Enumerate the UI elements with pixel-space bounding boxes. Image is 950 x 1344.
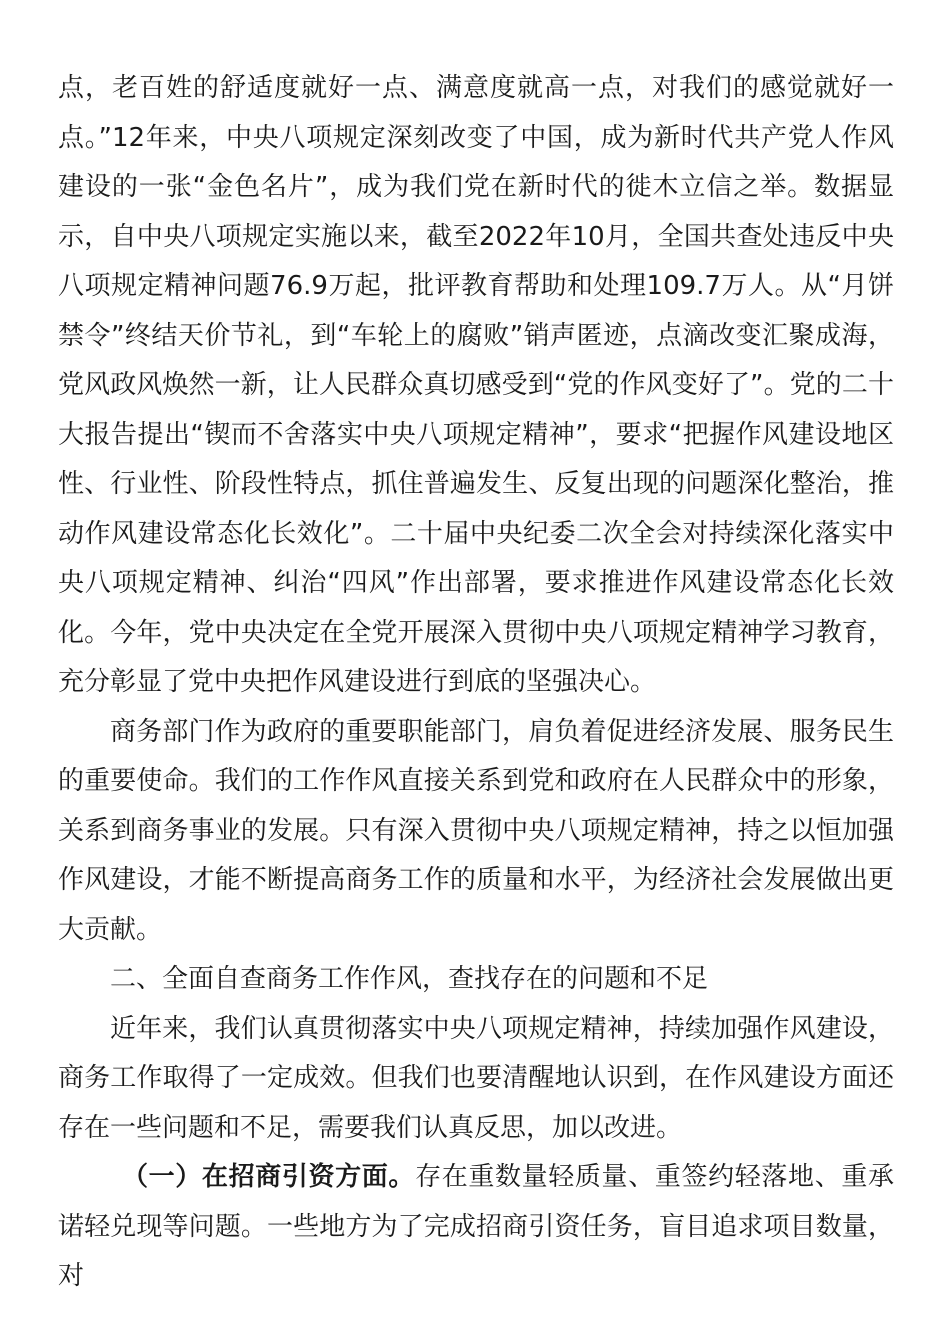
- paragraph-commerce-department-role: 商务部门作为政府的重要职能部门，肩负着促进经济发展、服务民生的重要使命。我们的工作作风直接关系到党和政府在人民群众中的形象，关系到商务事业的发展。只有深入贯彻中央八项规定精神，持之以恒加强作风建设，才能不断提高商务工作的质量和水平，为经济社会发展做出更大贡献。: [58, 716, 894, 945]
- paragraph-investment-attraction-text: 存在重数量轻质量、重签约轻落地、重承诺轻兑现等问题。一些地方为了完成招商引资任务，盲目追求项目数量，对: [58, 1162, 894, 1291]
- paragraph-central-eight-rules: 点，老百姓的舒适度就好一点、满意度就高一点，对我们的感觉就好一点。”12年来，中央八项规定深刻改变了中国，成为新时代共产党人作风建设的一张“金色名片”，成为我们党在新时代的徙木立信之举。数据显示，自中央八项规定实施以来，截至2022年10月，全国共查处违反中央八项规定精神问题76.9万起，批评教育帮助和处理109.7万人。从“月饼禁令”终结天价节礼，到“车轮上的腐败”销声匿迹，点滴改变汇聚成海，党风政风焕然一新，让人民群众真切感受到“党的作风变好了”。党的二十大报告提出“锲而不舍落实中央八项规定精神”，要求“把握作风建设地区性、行业性、阶段性特点，抓住普遍发生、反复出现的问题深化整治，推动作风建设常态化长效化”。二十届中央纪委二次全会对持续深化落实中央八项规定精神、纠治“四风”作出部署，要求推进作风建设常态化长效化。今年，党中央决定在全党开展深入贯彻中央八项规定精神学习教育，充分彰显了党中央把作风建设进行到底的坚强决心。: [58, 73, 894, 697]
- subheading-investment-attraction: （一）在招商引资方面。: [122, 1162, 416, 1192]
- paragraph-recent-years: 近年来，我们认真贯彻落实中央八项规定精神，持续加强作风建设，商务工作取得了一定成效。但我们也要清醒地认识到，在作风建设方面还存在一些问题和不足，需要我们认真反思，加以改进。: [58, 1013, 894, 1143]
- paragraph-investment-attraction: [58, 1153, 894, 1302]
- section-heading-2: 二、全面自查商务工作作风，查找存在的问题和不足: [110, 964, 709, 994]
- document-page: [58, 64, 894, 1302]
